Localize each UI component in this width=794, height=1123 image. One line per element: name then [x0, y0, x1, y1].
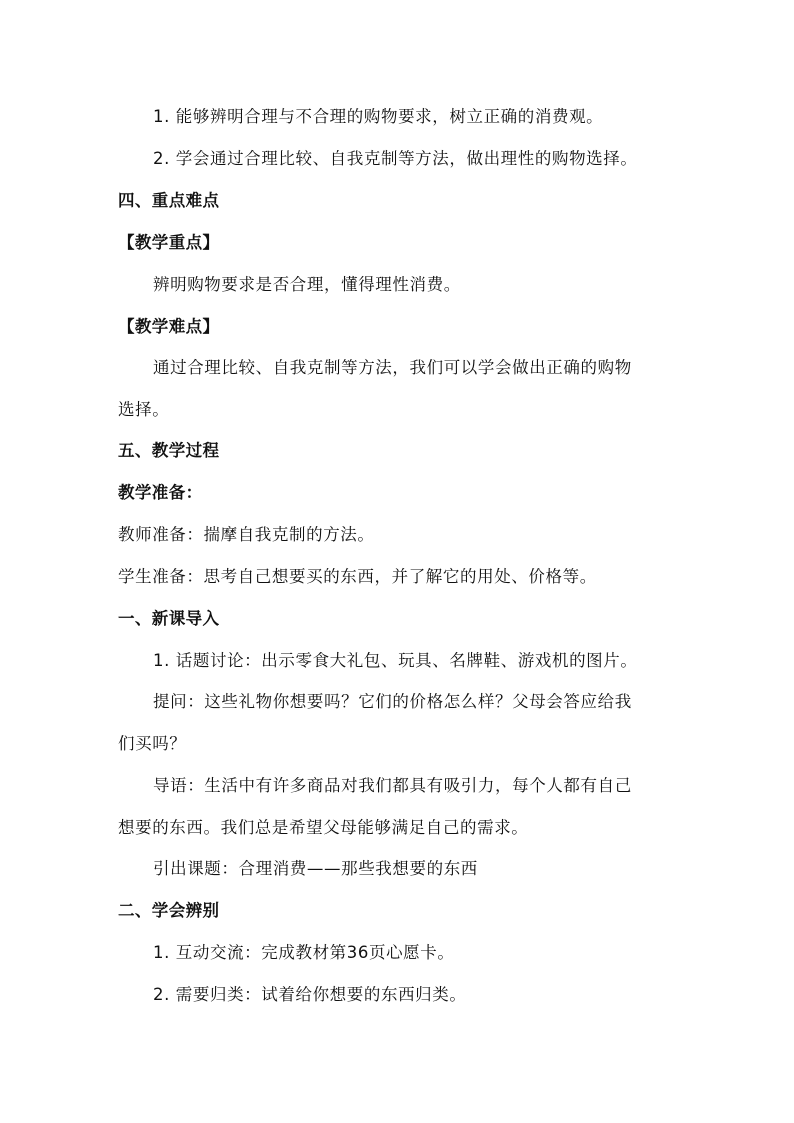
intro-line1: 导语：生活中有许多商品对我们都具有吸引力，每个人都有自己 [153, 776, 632, 795]
subheading-teaching-focus: 【教学重点】 [118, 233, 220, 252]
needs-classification: 2. 需要归类：试着给你想要的东西归类。 [153, 985, 467, 1004]
objective-1: 1. 能够辨明合理与不合理的购物要求，树立正确的消费观。 [153, 107, 604, 126]
teaching-focus-text: 辨明购物要求是否合理，懂得理性消费。 [153, 275, 461, 294]
subheading-teaching-preparation: 教学准备： [118, 483, 203, 502]
topic-discussion: 1. 话题讨论：出示零食大礼包、玩具、名牌鞋、游戏机的图片。 [153, 651, 638, 670]
lesson-title: 引出课题：合理消费——那些我想要的东西 [153, 859, 478, 878]
section-heading-key-points: 四、重点难点 [118, 191, 220, 210]
section-heading-learn-to-distinguish: 二、学会辨别 [118, 901, 220, 920]
question-line2: 们买吗？ [118, 734, 187, 753]
objective-2: 2. 学会通过合理比较、自我克制等方法，做出理性的购物选择。 [153, 149, 638, 168]
interactive-exchange: 1. 互动交流：完成教材第36页心愿卡。 [153, 943, 455, 962]
student-preparation: 学生准备：思考自己想要买的东西，并了解它的用处、价格等。 [118, 567, 597, 586]
question-line1: 提问：这些礼物你想要吗？它们的价格怎么样？父母会答应给我 [153, 692, 632, 711]
subheading-teaching-difficulty: 【教学难点】 [118, 317, 220, 336]
teaching-difficulty-text-line1: 通过合理比较、自我克制等方法，我们可以学会做出正确的购物 [153, 358, 632, 377]
teacher-preparation: 教师准备：揣摩自我克制的方法。 [118, 525, 375, 544]
section-heading-new-lesson: 一、新课导入 [118, 609, 220, 628]
teaching-difficulty-text-line2: 选择。 [118, 400, 170, 419]
intro-line2: 想要的东西。我们总是希望父母能够满足自己的需求。 [118, 818, 529, 837]
section-heading-teaching-process: 五、教学过程 [118, 441, 220, 460]
